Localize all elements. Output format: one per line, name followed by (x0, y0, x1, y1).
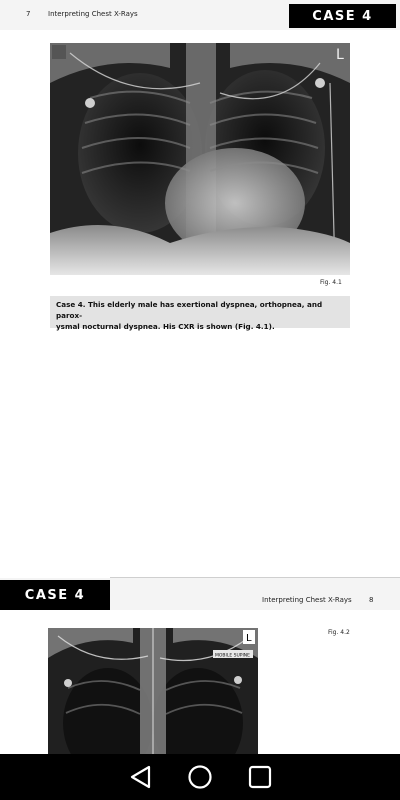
page-number: 8 (369, 596, 374, 604)
recents-icon[interactable] (246, 764, 274, 790)
home-icon[interactable] (186, 764, 214, 790)
back-icon[interactable] (127, 764, 155, 790)
system-navigation-bar (0, 754, 400, 800)
page-number: 7 (26, 10, 31, 18)
case-caption (50, 296, 350, 331)
figure-label: Fig. 4.2 (328, 629, 350, 636)
caption-line-1: Case 4. This elderly male has exertional dyspnea, orthopnea, and parox- (56, 300, 323, 320)
caption-line-2: ysmal nocturnal dyspnea. His CXR is shown (Fig. 4.1). (56, 322, 275, 331)
book-title: Interpreting Chest X-Rays (262, 596, 352, 604)
figure-label: Fig. 4.1 (320, 279, 342, 286)
xray-marker: L (336, 47, 344, 63)
case-label: CASE 4 (289, 4, 396, 28)
chest-xray-image (50, 43, 350, 275)
chest-xray-image (48, 628, 258, 754)
xray-marker: L (246, 633, 252, 644)
case-label: CASE 4 (0, 580, 110, 610)
book-title: Interpreting Chest X-Rays (48, 10, 138, 18)
xray-tag: MOBILE SUPINE (215, 653, 251, 659)
